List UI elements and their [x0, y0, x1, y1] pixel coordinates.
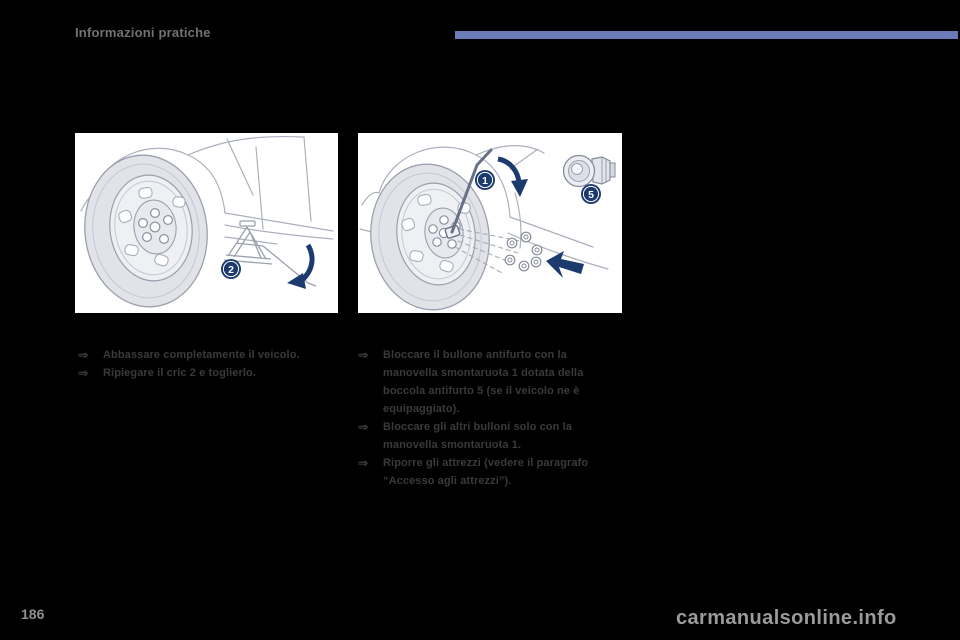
- badge-2-label: 2: [228, 264, 234, 276]
- instruction-text: Bloccare gli altri bulloni solo con la manovella smontaruota 1.: [383, 421, 573, 451]
- turn-arrow-icon: [498, 159, 528, 197]
- list-item: [358, 418, 600, 454]
- figure-bolts-tightening: [358, 133, 622, 313]
- step-badge-1: [475, 170, 495, 190]
- instructions-left: [78, 346, 350, 382]
- instructions-right: [358, 346, 600, 490]
- figure-ref: 5: [477, 385, 484, 397]
- arrow-bullet-icon: ⇒: [358, 456, 369, 470]
- arrow-bullet-icon: ⇒: [78, 348, 89, 362]
- instruction-text: Ripiegare il cric 2 e toglierlo.: [103, 367, 256, 379]
- list-item: [358, 346, 600, 418]
- instruction-text: Bloccare il bullone antifurto con la manovella smontaruota 1 dotata della boccola antifurto 5 (se il veicolo ne è equipaggiato).: [383, 349, 584, 415]
- jack-figure-canvas: [75, 133, 338, 313]
- wheel-bolts-removed: [505, 232, 542, 271]
- badge-5-label: 5: [588, 189, 594, 201]
- step-badge-5: [581, 184, 601, 204]
- arrow-bullet-icon: ⇒: [358, 420, 369, 434]
- step-badge-2: [221, 259, 241, 279]
- figure-ref: 2: [189, 367, 197, 379]
- figure-jack-lowering: [75, 133, 338, 313]
- watermark-text: carmanualsonline.info: [676, 607, 897, 629]
- badge-1-label: 1: [482, 175, 488, 187]
- page-number: 186: [21, 606, 45, 622]
- arrow-bullet-icon: ⇒: [78, 366, 89, 380]
- chapter-title: Informazioni pratiche: [75, 25, 211, 40]
- instruction-text: Abbassare completamente il veicolo.: [103, 349, 300, 361]
- instruction-text: Riporre gli attrezzi (vedere il paragrafo “Accesso agli attrezzi”).: [383, 457, 589, 487]
- list-item: [78, 364, 350, 382]
- bolts-figure-canvas: [358, 133, 622, 313]
- list-item: [78, 346, 350, 364]
- anti-theft-socket-illustration: [564, 156, 616, 187]
- chapter-accent-bar: [455, 31, 958, 39]
- figure-ref: 1: [511, 439, 518, 451]
- figure-ref: 1: [511, 367, 518, 379]
- list-item: [358, 454, 600, 490]
- arrow-bullet-icon: ⇒: [358, 348, 369, 362]
- wheel-illustration: [76, 148, 216, 313]
